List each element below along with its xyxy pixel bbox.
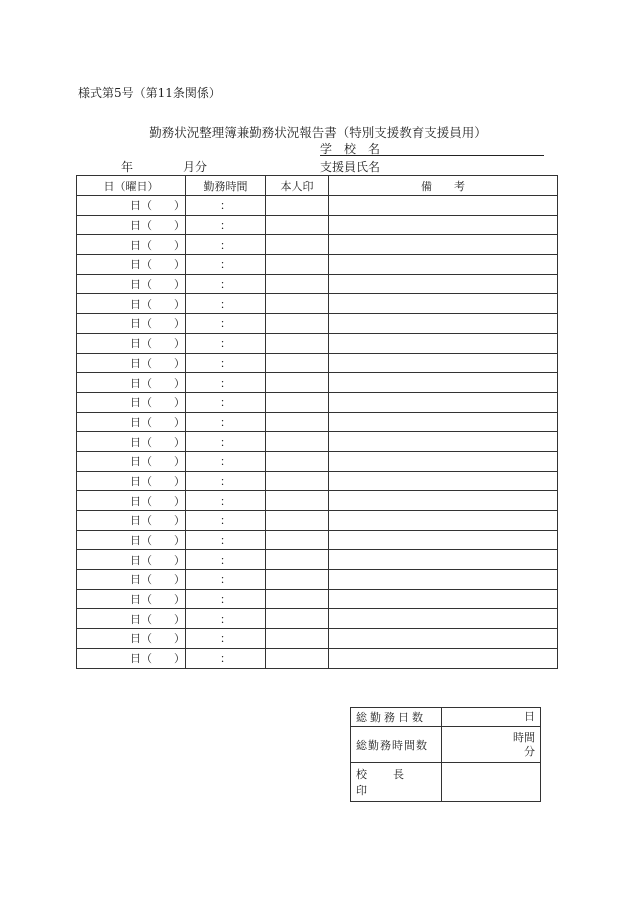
- seal-cell[interactable]: [266, 550, 329, 570]
- hours-cell[interactable]: ：: [186, 471, 266, 491]
- remarks-cell[interactable]: [329, 314, 558, 334]
- remarks-cell[interactable]: [329, 530, 558, 550]
- remarks-cell[interactable]: [329, 294, 558, 314]
- table-row: [77, 609, 558, 629]
- seal-cell[interactable]: [266, 432, 329, 452]
- seal-cell[interactable]: [266, 215, 329, 235]
- hours-cell[interactable]: ：: [186, 255, 266, 275]
- attendance-table: [76, 175, 558, 669]
- table-row: [77, 412, 558, 432]
- day-cell[interactable]: 日（ ）: [77, 511, 186, 531]
- seal-cell[interactable]: [266, 235, 329, 255]
- table-row: [77, 648, 558, 668]
- seal-cell[interactable]: [266, 511, 329, 531]
- remarks-cell[interactable]: [329, 235, 558, 255]
- day-cell[interactable]: 日（ ）: [77, 570, 186, 590]
- remarks-cell[interactable]: [329, 392, 558, 412]
- table-row: [77, 471, 558, 491]
- seal-cell[interactable]: [266, 333, 329, 353]
- remarks-cell[interactable]: [329, 412, 558, 432]
- hours-cell[interactable]: ：: [186, 511, 266, 531]
- day-cell[interactable]: 日（ ）: [77, 589, 186, 609]
- table-row: [77, 550, 558, 570]
- seal-cell[interactable]: [266, 314, 329, 334]
- remarks-cell[interactable]: [329, 274, 558, 294]
- seal-cell[interactable]: [266, 609, 329, 629]
- table-row: [77, 294, 558, 314]
- remarks-cell[interactable]: [329, 471, 558, 491]
- remarks-cell[interactable]: [329, 609, 558, 629]
- hours-cell[interactable]: ：: [186, 412, 266, 432]
- remarks-cell[interactable]: [329, 511, 558, 531]
- hours-cell[interactable]: ：: [186, 215, 266, 235]
- day-cell[interactable]: 日（ ）: [77, 392, 186, 412]
- table-row: [77, 353, 558, 373]
- hours-cell[interactable]: ：: [186, 196, 266, 216]
- day-cell[interactable]: 日（ ）: [77, 373, 186, 393]
- hours-cell[interactable]: ：: [186, 274, 266, 294]
- form-number: 様式第5号（第11条関係）: [78, 86, 221, 100]
- total-days-row: [351, 708, 541, 727]
- hours-cell[interactable]: ：: [186, 353, 266, 373]
- seal-cell[interactable]: [266, 629, 329, 649]
- total-days-unit: 日: [524, 710, 535, 723]
- remarks-cell[interactable]: [329, 215, 558, 235]
- hours-cell[interactable]: ：: [186, 451, 266, 471]
- hours-cell[interactable]: ：: [186, 432, 266, 452]
- hours-cell[interactable]: ：: [186, 570, 266, 590]
- day-cell[interactable]: 日（ ）: [77, 432, 186, 452]
- seal-cell[interactable]: [266, 353, 329, 373]
- hours-cell[interactable]: ：: [186, 530, 266, 550]
- day-cell[interactable]: 日（ ）: [77, 412, 186, 432]
- principal-seal-cell[interactable]: [442, 763, 541, 802]
- hours-cell[interactable]: ：: [186, 294, 266, 314]
- remarks-cell[interactable]: [329, 373, 558, 393]
- remarks-cell[interactable]: [329, 333, 558, 353]
- day-cell[interactable]: 日（ ）: [77, 314, 186, 334]
- school-name-label: 学校名: [320, 142, 393, 156]
- table-row: [77, 274, 558, 294]
- hours-cell[interactable]: ：: [186, 550, 266, 570]
- column-header-remarks: 備 考: [329, 176, 558, 196]
- table-row: [77, 570, 558, 590]
- hours-cell[interactable]: ：: [186, 373, 266, 393]
- hours-cell[interactable]: ：: [186, 314, 266, 334]
- day-cell[interactable]: 日（ ）: [77, 235, 186, 255]
- remarks-cell[interactable]: [329, 491, 558, 511]
- hours-cell[interactable]: ：: [186, 491, 266, 511]
- total-days-cell[interactable]: [442, 708, 541, 727]
- seal-cell[interactable]: [266, 294, 329, 314]
- principal-seal-label: 校長印: [351, 763, 442, 802]
- table-row: [77, 373, 558, 393]
- seal-cell[interactable]: [266, 392, 329, 412]
- day-cell[interactable]: 日（ ）: [77, 471, 186, 491]
- total-hours-label: 総勤務時間数: [351, 727, 442, 763]
- total-hours-row: [351, 727, 541, 763]
- document-title: 勤務状況整理簿兼勤務状況報告書（特別支援教育支援員用）: [149, 125, 487, 140]
- hours-cell[interactable]: ：: [186, 333, 266, 353]
- table-header: [77, 176, 558, 196]
- day-cell[interactable]: 日（ ）: [77, 629, 186, 649]
- table-row: [77, 511, 558, 531]
- hours-cell[interactable]: ：: [186, 235, 266, 255]
- day-cell[interactable]: 日（ ）: [77, 196, 186, 216]
- seal-cell[interactable]: [266, 648, 329, 668]
- table-row: [77, 629, 558, 649]
- table-row: [77, 432, 558, 452]
- total-days-label: 総勤務日数: [351, 708, 442, 727]
- column-header-seal: 本人印: [266, 176, 329, 196]
- month-label: 月分: [183, 160, 208, 174]
- table-row: [77, 451, 558, 471]
- day-cell[interactable]: 日（ ）: [77, 215, 186, 235]
- day-cell[interactable]: 日（ ）: [77, 274, 186, 294]
- remarks-cell[interactable]: [329, 629, 558, 649]
- remarks-cell[interactable]: [329, 589, 558, 609]
- principal-seal-row: [351, 763, 541, 802]
- hours-cell[interactable]: ：: [186, 648, 266, 668]
- table-row: [77, 589, 558, 609]
- hours-cell[interactable]: ：: [186, 629, 266, 649]
- total-hours-cell[interactable]: [442, 727, 541, 763]
- table-row: [77, 530, 558, 550]
- seal-cell[interactable]: [266, 196, 329, 216]
- seal-cell[interactable]: [266, 451, 329, 471]
- day-cell[interactable]: 日（ ）: [77, 648, 186, 668]
- column-header-hours: 勤務時間: [186, 176, 266, 196]
- table-row: [77, 255, 558, 275]
- school-name-field[interactable]: [320, 140, 544, 156]
- seal-cell[interactable]: [266, 589, 329, 609]
- table-row: [77, 196, 558, 216]
- day-cell[interactable]: 日（ ）: [77, 353, 186, 373]
- table-row: [77, 235, 558, 255]
- seal-cell[interactable]: [266, 491, 329, 511]
- seal-cell[interactable]: [266, 274, 329, 294]
- table-row: [77, 392, 558, 412]
- day-cell[interactable]: 日（ ）: [77, 294, 186, 314]
- seal-cell[interactable]: [266, 255, 329, 275]
- remarks-cell[interactable]: [329, 255, 558, 275]
- remarks-cell[interactable]: [329, 196, 558, 216]
- seal-cell[interactable]: [266, 530, 329, 550]
- table-row: [77, 314, 558, 334]
- column-header-day: 日（曜日）: [77, 176, 186, 196]
- remarks-cell[interactable]: [329, 550, 558, 570]
- day-cell[interactable]: 日（ ）: [77, 530, 186, 550]
- day-cell[interactable]: 日（ ）: [77, 491, 186, 511]
- hours-unit: 時間: [513, 730, 535, 744]
- totals-table: [350, 707, 541, 802]
- minutes-unit: 分: [524, 744, 535, 758]
- table-row: [77, 215, 558, 235]
- seal-cell[interactable]: [266, 373, 329, 393]
- remarks-cell[interactable]: [329, 451, 558, 471]
- remarks-cell[interactable]: [329, 432, 558, 452]
- hours-cell[interactable]: ：: [186, 609, 266, 629]
- year-label: 年: [121, 160, 134, 174]
- day-cell[interactable]: 日（ ）: [77, 550, 186, 570]
- table-row: [77, 333, 558, 353]
- seal-cell[interactable]: [266, 570, 329, 590]
- day-cell[interactable]: 日（ ）: [77, 333, 186, 353]
- remarks-cell[interactable]: [329, 353, 558, 373]
- remarks-cell[interactable]: [329, 570, 558, 590]
- hours-cell[interactable]: ：: [186, 589, 266, 609]
- table-row: [77, 491, 558, 511]
- hours-cell[interactable]: ：: [186, 392, 266, 412]
- day-cell[interactable]: 日（ ）: [77, 451, 186, 471]
- seal-cell[interactable]: [266, 471, 329, 491]
- seal-cell[interactable]: [266, 412, 329, 432]
- day-cell[interactable]: 日（ ）: [77, 255, 186, 275]
- day-cell[interactable]: 日（ ）: [77, 609, 186, 629]
- staff-name-label: 支援員氏名: [320, 160, 381, 174]
- remarks-cell[interactable]: [329, 648, 558, 668]
